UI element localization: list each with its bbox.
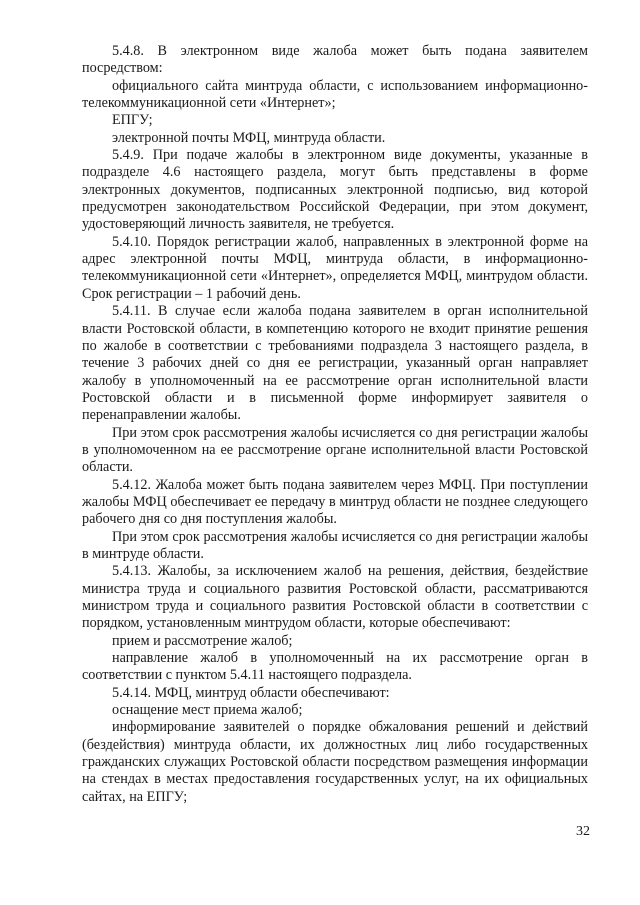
paragraph-5-4-10: 5.4.10. Порядок регистрации жалоб, направленных в электронной форме на адрес электронной почты МФЦ, минтруда области, в информационно-телекоммуникационной сети «Интернет», определяется МФЦ, минтрудом области. Срок регистрации – 1 рабочий день. [82,233,588,302]
paragraph-equipment: оснащение мест приема жалоб; [112,702,303,719]
paragraph-official-site: официального сайта минтруда области, с использованием информационно-телекоммуникационной сети «Интернет»; [82,77,588,112]
paragraph-forwarding: направление жалоб в уполномоченный на их рассмотрение орган в соответствии с пунктом 5.4.11 настоящего подраздела. [82,650,588,684]
paragraph-term-mintrud: При этом срок рассмотрения жалобы исчисляется со дня регистрации жалобы в минтруде области. [82,528,588,562]
paragraph-5-4-9: 5.4.9. При подаче жалобы в электронном виде документы, указанные в подразделе 4.6 настоящего раздела, могут быть представлены в форме электронных документов, подписанных электронной подписью, вид которой предусмотрен законодательством Российской Федерации, при этом документ, удостоверяющий личность заявителя, не требуется. [82,147,588,233]
paragraph-informing: информирование заявителей о порядке обжалования решений и действий (бездействия) минтруда области, их должностных лиц либо государственных гражданских служащих Ростовской области посредством размещения информации на стендах в местах предоставления государственных услуг, на их официальных сайтах, на ЕПГУ; [82,719,588,805]
paragraph-term-regional: При этом срок рассмотрения жалобы исчисляется со дня регистрации жалобы в уполномоченном на ее рассмотрение органе исполнительной власти Ростовской области. [82,424,588,476]
paragraph-5-4-13: 5.4.13. Жалобы, за исключением жалоб на решения, действия, бездействие министра труда и социального развития Ростовской области, рассматриваются министром труда и социального развития Ростовской области в соответствии с порядком, установленным минтрудом области, которые обеспечивают: [82,563,588,632]
paragraph-5-4-14: 5.4.14. МФЦ, минтруд области обеспечивают: [112,684,390,701]
paragraph-email: электронной почты МФЦ, минтруда области. [112,129,386,146]
paragraph-5-4-11: 5.4.11. В случае если жалоба подана заявителем в орган исполнительной власти Ростовской области, в компетенцию которого не входит принятие решения по жалобе в соответствии с требованиями подраздела 3 настоящего раздела, в течение 3 рабочих дней со дня ее регистрации, указанный орган направляет жалобу в уполномоченный на ее рассмотрение орган исполнительной власти Ростовской области и в письменной форме информирует заявителя о перенаправлении жалобы. [82,303,588,424]
page-number: 32 [576,824,590,839]
paragraph-reception: прием и рассмотрение жалоб; [112,632,293,649]
document-body [82,43,588,806]
paragraph-5-4-12: 5.4.12. Жалоба может быть подана заявителем через МФЦ. При поступлении жалобы МФЦ обеспечивает ее передачу в минтруд области не позднее следующего рабочего дня со дня поступления жалобы. [82,476,588,528]
paragraph-5-4-8: 5.4.8. В электронном виде жалоба может быть подана заявителем посредством: [82,43,588,77]
paragraph-epgu: ЕПГУ; [112,112,153,129]
